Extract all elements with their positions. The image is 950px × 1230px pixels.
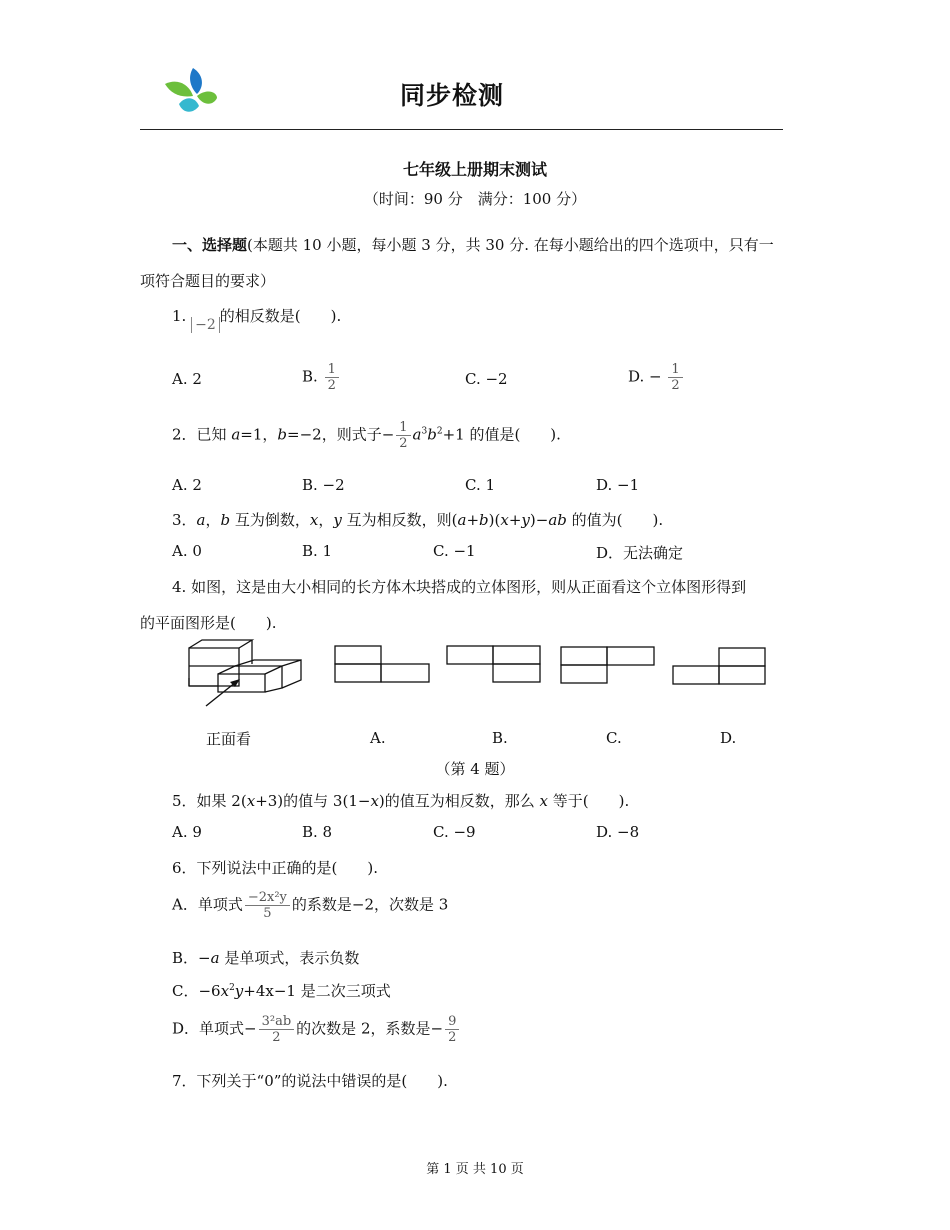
q6-d-mid: 的次数是 2，系数是− [296, 1019, 444, 1038]
q3-option-b: B. 1 [302, 542, 333, 560]
q3-t1: ， [205, 511, 221, 529]
q6-option-d [172, 1014, 461, 1045]
q6-d-fraction-2 [445, 1014, 459, 1045]
q6-d-fraction [259, 1014, 295, 1045]
q1-option-b-label: B. [302, 367, 318, 386]
q4-option-a: A. [370, 729, 386, 747]
q6-d-pre: D．单项式− [172, 1019, 257, 1038]
q4-option-c-figure [561, 647, 654, 683]
fraction-num: −2x²y [245, 890, 290, 906]
q4-front-label: 正面看 [206, 730, 252, 748]
q3-option-c: C. −1 [433, 542, 476, 560]
q5-m1: +3)的值与 3(1− [255, 792, 371, 810]
section-desc-1: (本题共 10 小题，每小题 3 分，共 30 分. 在每小题给出的四个选项中，只有一 [247, 236, 774, 254]
fraction-den: 2 [272, 1030, 281, 1045]
q3-t7: + [508, 511, 522, 529]
q6-a-pre: A．单项式 [172, 895, 243, 914]
q1-option-d-fraction [668, 362, 682, 393]
q1-option-d [628, 362, 685, 393]
fraction-den: 2 [671, 378, 680, 393]
q6-option-a [172, 890, 448, 921]
q2-option-a: A. 2 [172, 476, 202, 494]
question-5-stem: 5．如果 2(x+3)的值与 3(1−x)的值互为相反数，那么 x 等于( ). [172, 792, 630, 810]
q1-option-d-label: D. − [628, 367, 662, 386]
q2-fraction [396, 420, 410, 451]
q1-option-b [302, 362, 341, 393]
fraction-den: 2 [399, 436, 408, 451]
q5-option-b: B. 8 [302, 823, 333, 841]
q6-a-tail: 的系数是−2，次数是 3 [291, 895, 449, 914]
q4-option-d: D. [720, 729, 737, 747]
q4-option-d-figure [673, 648, 765, 684]
q4-caption: （第 4 题） [435, 760, 515, 778]
header-divider [140, 129, 783, 130]
q3-t8: )− [529, 511, 549, 529]
q6-a-fraction [245, 890, 290, 921]
fraction-den: 2 [448, 1030, 457, 1045]
question-4-line-1: 4. 如图，这是由大小相同的长方体木块搭成的立体图形，则从正面看这个立体图形得到 [172, 578, 747, 596]
q3-t5: + [466, 511, 480, 529]
q1-option-b-fraction [325, 362, 339, 393]
section-heading [172, 234, 774, 255]
q1-option-a: A. 2 [172, 370, 202, 388]
q3-t3: ， [318, 511, 334, 529]
q4-option-c: C. [606, 729, 622, 747]
q3-option-d: D．无法确定 [596, 544, 684, 562]
q5-m2: )的值互为相反数，那么 [378, 792, 535, 810]
question-4-line-2: 的平面图形是( ). [140, 614, 277, 632]
question-3-stem: 3．a，b 互为倒数，x，y 互为相反数，则(a+b)(x+y)−ab 的值为( ). [172, 511, 664, 529]
fraction-num: 1 [325, 362, 339, 378]
page-footer: 第 1 页 共 10 页 [426, 1162, 524, 1177]
brand-title: 同步检测 [400, 81, 505, 110]
fraction-num: 1 [668, 362, 682, 378]
section-title: 一、选择题 [172, 236, 248, 254]
q4-figures [180, 636, 780, 716]
q6-option-c: C．$-6x^2y+4x-1$ 是二次三项式 [172, 982, 391, 1000]
question-7-stem: 7．下列关于“0”的说法中错误的是( ). [172, 1072, 448, 1090]
q6-b-tail: 是单项式，表示负数 [224, 949, 360, 967]
q3-t4: 互为相反数，则( [341, 511, 458, 529]
q6-c-tail: +4x−1 是二次三项式 [243, 982, 391, 1000]
q6-option-b: B．−a 是单项式，表示负数 [172, 949, 360, 967]
question-1-stem [172, 305, 341, 333]
fraction-den: 5 [263, 906, 272, 921]
q2-a-eq: =1， [240, 425, 278, 444]
q5-option-d: D. −8 [596, 823, 640, 841]
q6-b-pre: B．− [172, 949, 211, 967]
q1-num: 1. [172, 307, 187, 325]
q3-t2: 互为倒数， [230, 511, 310, 529]
exam-subtitle: （时间：90 分 满分：100 分） [363, 190, 587, 208]
q5-pre: 5．如果 2( [172, 792, 247, 810]
q2-tail: +1 的值是( ). [442, 425, 561, 444]
fraction-num: 3²ab [259, 1014, 295, 1030]
q3-pre: 3． [172, 511, 197, 529]
q1-absolute-value: −2 [191, 317, 220, 333]
q5-option-c: C. −9 [433, 823, 476, 841]
question-2-stem: 2．已知 a=1，b=−2，则式子− $\frac{1}{2}$ $a^3b^2+1$ 的值是( ). [172, 420, 561, 451]
q5-option-a: A. 9 [172, 823, 202, 841]
section-desc-2: 项符合题目的要求） [140, 272, 276, 290]
question-6-stem: 6．下列说法中正确的是( ). [172, 859, 379, 877]
q4-option-a-figure [335, 646, 429, 682]
q1-tail: 的相反数是( ). [219, 307, 342, 325]
q6-c-pre: C．−6 [172, 982, 221, 1000]
q2-option-d: D. −1 [596, 476, 640, 494]
q4-option-b-figure [447, 646, 540, 682]
fraction-num: 1 [396, 420, 410, 436]
q2-pre: 2．已知 [172, 425, 227, 444]
q5-m3: 等于( ). [548, 792, 630, 810]
exam-title: 七年级上册期末测试 [402, 160, 547, 179]
q4-solid-figure [189, 640, 301, 692]
q4-option-b: B. [492, 729, 508, 747]
q2-option-b: B. −2 [302, 476, 345, 494]
fraction-den: 2 [327, 378, 336, 393]
q3-t6: )( [488, 511, 501, 529]
fraction-num: 9 [445, 1014, 459, 1030]
q3-t9: 的值为( ). [566, 511, 664, 529]
leaf-logo-icon [163, 66, 219, 116]
q2-b-eq: =−2，则式子− [287, 425, 395, 444]
q2-option-c: C. 1 [465, 476, 496, 494]
q3-option-a: A. 0 [172, 542, 202, 560]
q1-option-c: C. −2 [465, 370, 508, 388]
